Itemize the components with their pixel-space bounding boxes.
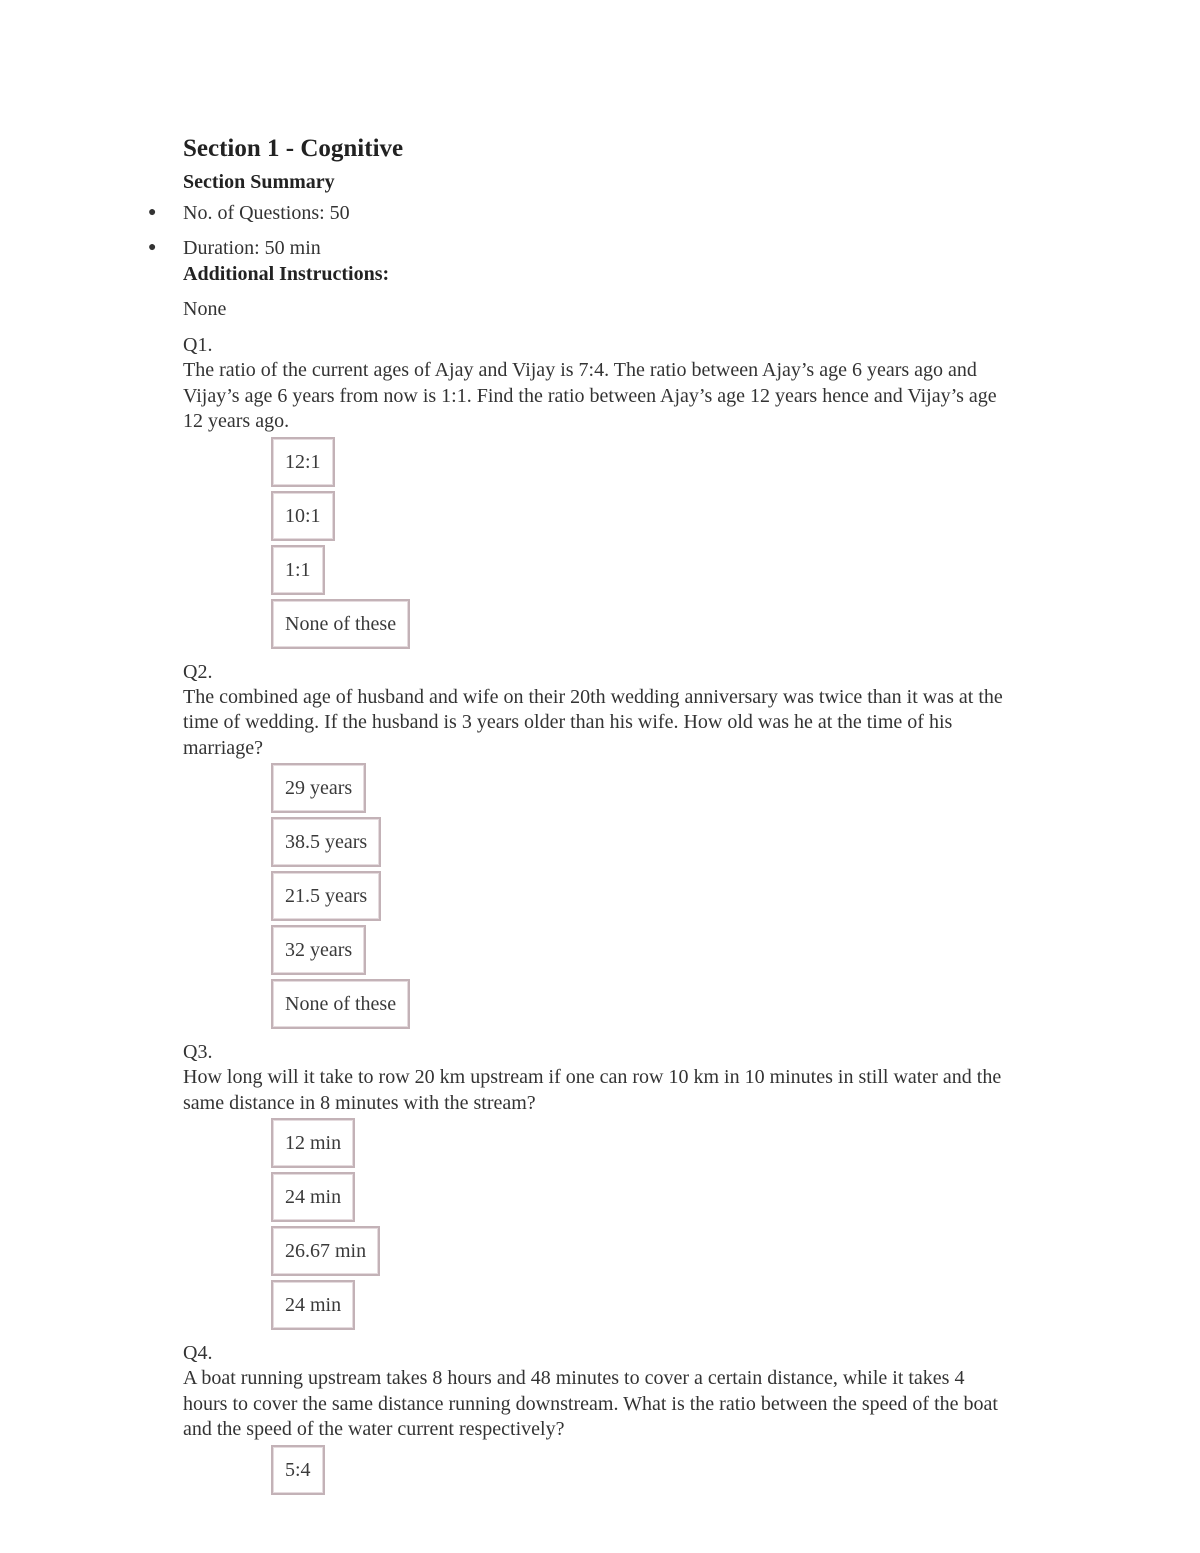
question-text: How long will it take to row 20 km upstream if one can row 10 km in 10 minutes in still water and the same distance in 8 minutes with the stream? — [183, 1066, 1002, 1114]
answer-option[interactable]: 10:1 — [271, 491, 335, 541]
document-page — [148, 130, 1013, 1499]
question-number: Q3. — [183, 1041, 213, 1063]
answer-option[interactable]: 5:4 — [271, 1445, 325, 1495]
question-4 — [183, 1340, 1013, 1495]
question-text: A boat running upstream takes 8 hours and 48 minutes to cover a certain distance, while it takes 4 hours to cover the same distance running downstream. What is the ratio between the speed of the boat and the speed of the water current respectively? — [183, 1367, 998, 1440]
answer-option[interactable]: 29 years — [271, 763, 366, 813]
summary-item-questions — [148, 200, 1013, 226]
bullet-icon: ● — [148, 240, 157, 255]
summary-item-label: Duration: 50 min — [183, 237, 321, 259]
answer-options — [271, 1445, 1013, 1495]
question-text: The ratio of the current ages of Ajay and Vijay is 7:4. The ratio between Ajay’s age 6 years ago and Vijay’s age 6 years from now is 1:1. Find the ratio between Ajay’s age 12 years hence and Vijay’s age 12 years ago. — [183, 359, 997, 432]
answer-option[interactable]: 38.5 years — [271, 817, 381, 867]
section-title: Section 1 - Cognitive — [183, 135, 404, 162]
answer-option[interactable]: 32 years — [271, 925, 366, 975]
additional-instructions-heading: Additional Instructions: — [183, 263, 390, 285]
section-summary-heading: Section Summary — [183, 171, 335, 193]
answer-option[interactable]: 24 min — [271, 1280, 355, 1330]
question-number: Q2. — [183, 660, 213, 683]
question-1 — [183, 332, 1013, 649]
summary-list — [148, 200, 1013, 261]
answer-option[interactable]: 21.5 years — [271, 871, 381, 921]
answer-option[interactable]: 1:1 — [271, 545, 325, 595]
question-2 — [183, 659, 1013, 1030]
answer-option[interactable]: None of these — [271, 599, 410, 649]
answer-options — [271, 437, 1013, 649]
answer-option[interactable]: 24 min — [271, 1172, 355, 1222]
answer-options — [271, 763, 1013, 1029]
question-number: Q4. — [183, 1342, 213, 1364]
answer-options — [271, 1118, 1013, 1330]
question-text: The combined age of husband and wife on their 20th wedding anniversary was twice than it was at the time of wedding. If the husband is 3 years older than his wife. How old was he at the time of his marriage? — [183, 685, 1003, 759]
bullet-icon: ● — [148, 205, 157, 220]
answer-option[interactable]: 12 min — [271, 1118, 355, 1168]
summary-item-duration — [148, 235, 1013, 261]
answer-option[interactable]: 26.67 min — [271, 1226, 380, 1276]
answer-option[interactable]: 12:1 — [271, 437, 335, 487]
question-3 — [183, 1039, 1013, 1330]
additional-instructions-text: None — [183, 298, 227, 320]
question-number: Q1. — [183, 334, 213, 356]
answer-option[interactable]: None of these — [271, 979, 410, 1029]
summary-item-label: No. of Questions: 50 — [183, 202, 350, 224]
